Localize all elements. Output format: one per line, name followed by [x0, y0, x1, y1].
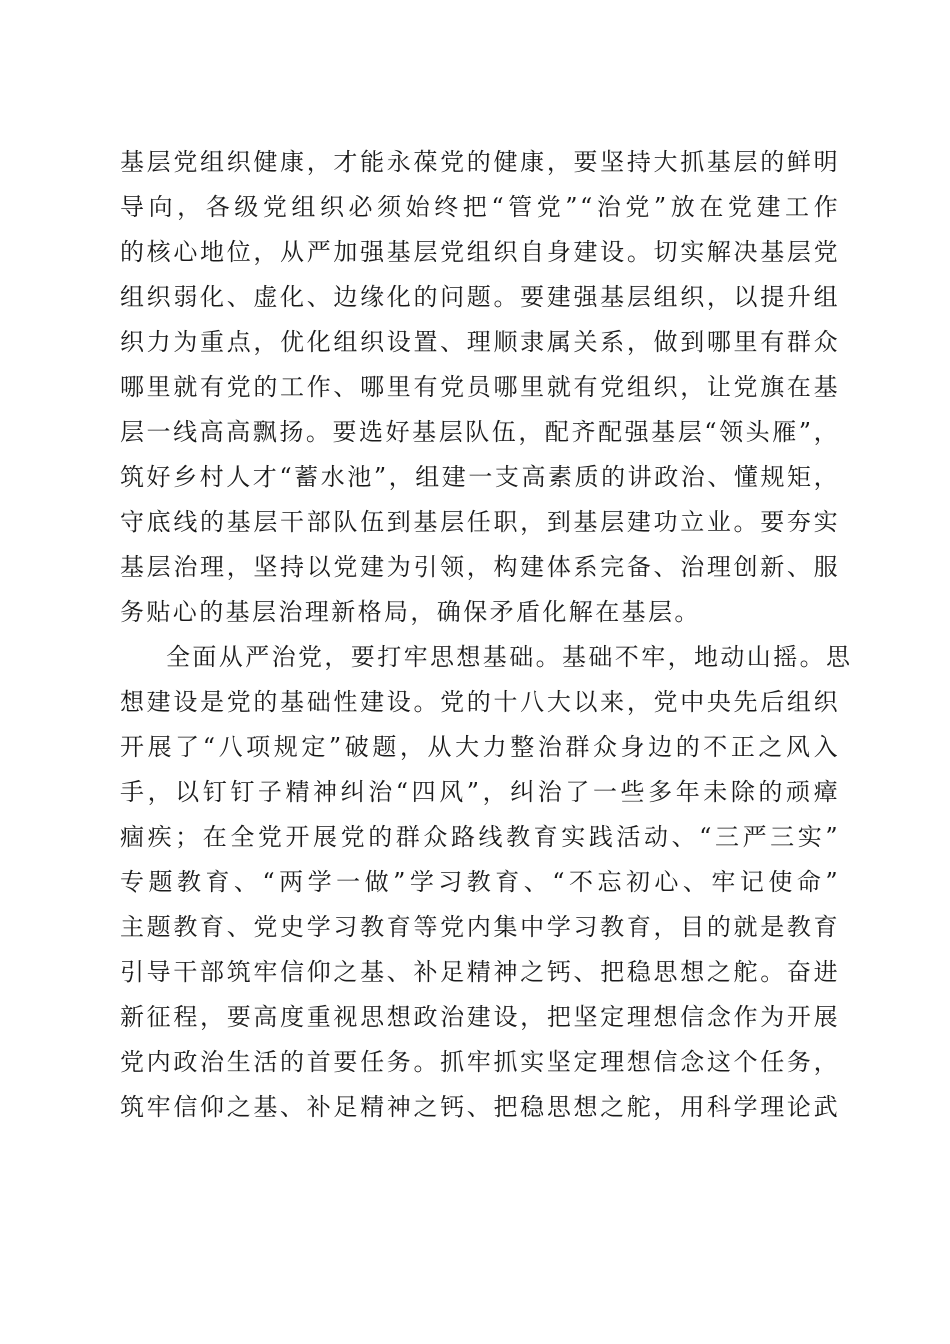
- paragraph-2-line-4: 手，以钉钉子精神纠治“四风”，纠治了一些多年未除的顽瘴: [120, 778, 840, 806]
- paragraph-2-line-6: 专题教育、“两学一做”学习教育、“不忘初心、牢记使命”: [120, 868, 840, 896]
- paragraph-1-line-5: 织力为重点，优化组织设置、理顺隶属关系，做到哪里有群众: [120, 328, 840, 356]
- paragraph-2-line-7: 主题教育、党史学习教育等党内集中学习教育，目的就是教育: [120, 913, 840, 941]
- paragraph-1-line-2: 导向，各级党组织必须始终把“管党”“治党”放在党建工作: [120, 193, 840, 221]
- paragraph-1-line-9: 守底线的基层干部队伍到基层任职，到基层建功立业。要夯实: [120, 508, 840, 536]
- paragraph-1-line-8: 筑好乡村人才“蓄水池”，组建一支高素质的讲政治、懂规矩，: [120, 463, 840, 491]
- paragraph-2-line-9: 新征程，要高度重视思想政治建设，把坚定理想信念作为开展: [120, 1003, 840, 1031]
- paragraph-1-line-3: 的核心地位，从严加强基层党组织自身建设。切实解决基层党: [120, 238, 840, 266]
- paragraph-2-line-11: 筑牢信仰之基、补足精神之钙、把稳思想之舵，用科学理论武: [120, 1093, 840, 1121]
- paragraph-1-line-4: 组织弱化、虚化、边缘化的问题。要建强基层组织，以提升组: [120, 283, 840, 311]
- paragraph-2-line-10: 党内政治生活的首要任务。抓牢抓实坚定理想信念这个任务，: [120, 1048, 840, 1076]
- paragraph-1-line-1: 基层党组织健康，才能永葆党的健康，要坚持大抓基层的鲜明: [120, 148, 840, 176]
- paragraph-1-line-10: 基层治理，坚持以党建为引领，构建体系完备、治理创新、服: [120, 553, 840, 581]
- paragraph-1-line-7: 层一线高高飘扬。要选好基层队伍，配齐配强基层“领头雁”，: [120, 418, 840, 446]
- paragraph-2-line-8: 引导干部筑牢信仰之基、补足精神之钙、把稳思想之舵。奋进: [120, 958, 840, 986]
- paragraph-1-line-6: 哪里就有党的工作、哪里有党员哪里就有党组织，让党旗在基: [120, 373, 840, 401]
- document-body: [120, 140, 853, 1130]
- paragraph-2-line-1: 全面从严治党，要打牢思想基础。基础不牢，地动山摇。思: [166, 643, 853, 671]
- paragraph-2-line-2: 想建设是党的基础性建设。党的十八大以来，党中央先后组织: [120, 688, 840, 716]
- paragraph-2-line-5: 痼疾；在全党开展党的群众路线教育实践活动、“三严三实”: [120, 823, 840, 851]
- paragraph-1-line-11: 务贴心的基层治理新格局，确保矛盾化解在基层。: [120, 598, 701, 626]
- paragraph-2-line-3: 开展了“八项规定”破题，从大力整治群众身边的不正之风入: [120, 733, 840, 761]
